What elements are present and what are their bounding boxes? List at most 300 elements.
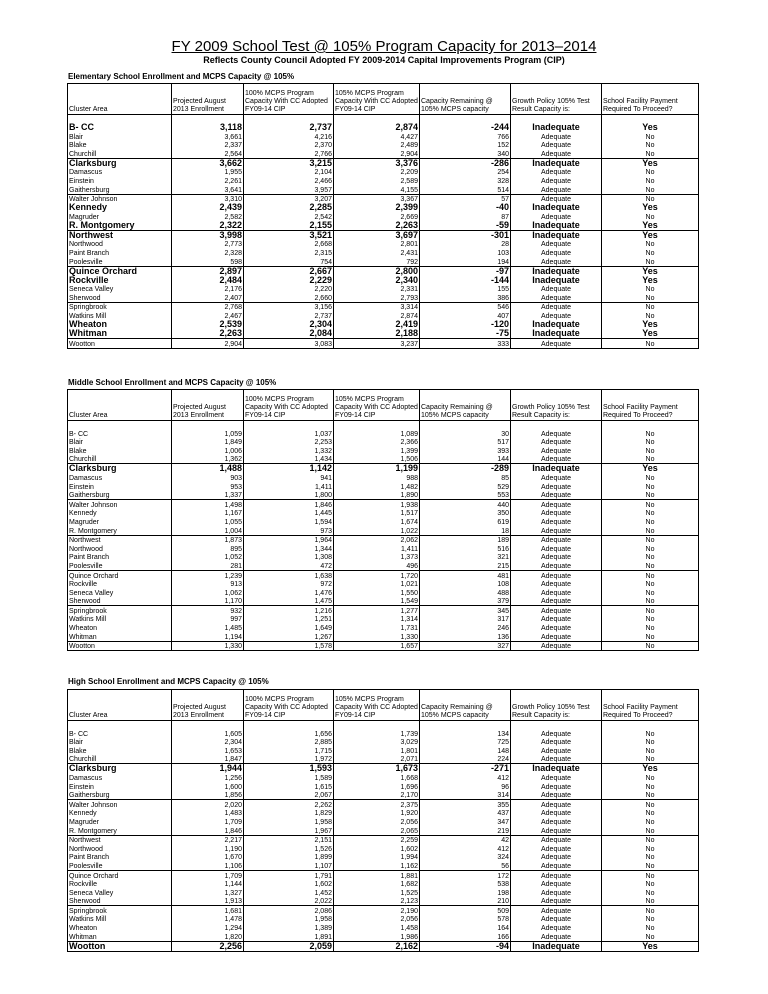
cell-cap100: 2,229	[244, 276, 334, 285]
cell-cap105: 1,920	[334, 809, 420, 818]
header-row	[68, 390, 699, 421]
cell-cap105: 2,669	[334, 212, 420, 221]
table-row	[68, 729, 699, 738]
cell-growth: Adequate	[511, 194, 602, 203]
cell-cap105: 1,089	[334, 429, 420, 438]
table-row	[68, 500, 699, 509]
table-row	[68, 285, 699, 294]
cell-cap100: 2,059	[244, 941, 334, 951]
cell-cap105: 2,162	[334, 941, 420, 951]
cell-cap100: 3,957	[244, 185, 334, 194]
cell-cap100: 1,452	[244, 888, 334, 897]
cell-cluster: Springbrook	[68, 606, 172, 615]
cell-enroll: 2,539	[172, 320, 244, 329]
cell-remain: 766	[420, 132, 511, 141]
cell-enroll: 3,641	[172, 185, 244, 194]
table-row	[68, 844, 699, 853]
cell-remain: 619	[420, 517, 511, 526]
cell-cap105: 792	[334, 257, 420, 266]
cell-payment: No	[602, 800, 699, 809]
header-cluster: Cluster Area	[68, 84, 172, 115]
table-row	[68, 509, 699, 518]
table-row	[68, 941, 699, 951]
cell-remain: 529	[420, 482, 511, 491]
cell-payment: No	[602, 641, 699, 651]
cell-cap105: 2,188	[334, 329, 420, 339]
cell-cap100: 1,445	[244, 509, 334, 518]
cell-cluster: R. Montgomery	[68, 826, 172, 835]
table-row	[68, 185, 699, 194]
cell-cap105: 2,793	[334, 293, 420, 302]
cell-growth: Adequate	[511, 844, 602, 853]
cell-cap105: 2,589	[334, 176, 420, 185]
table-row	[68, 338, 699, 348]
cell-enroll: 281	[172, 561, 244, 570]
cell-growth: Inadequate	[511, 230, 602, 240]
cell-cluster: Northwood	[68, 844, 172, 853]
cell-cluster: Wheaton	[68, 923, 172, 932]
cell-payment: No	[602, 149, 699, 158]
high-table	[67, 689, 699, 952]
table-row	[68, 800, 699, 809]
table-row	[68, 923, 699, 932]
cell-cap105: 1,458	[334, 923, 420, 932]
cell-enroll: 1,820	[172, 932, 244, 941]
cell-enroll: 1,327	[172, 888, 244, 897]
table-row	[68, 623, 699, 632]
cell-remain: 164	[420, 923, 511, 932]
cell-remain: 42	[420, 835, 511, 844]
cell-cap105: 1,674	[334, 517, 420, 526]
cell-enroll: 2,304	[172, 738, 244, 747]
cell-growth: Adequate	[511, 606, 602, 615]
cell-payment: No	[602, 915, 699, 924]
cell-payment: No	[602, 782, 699, 791]
table-row	[68, 764, 699, 774]
cell-enroll: 2,256	[172, 941, 244, 951]
cell-cap105: 2,489	[334, 141, 420, 150]
cell-cap100: 2,466	[244, 176, 334, 185]
cell-remain: -94	[420, 941, 511, 951]
cell-enroll: 1,170	[172, 597, 244, 606]
cell-enroll: 2,322	[172, 221, 244, 231]
cell-remain: 725	[420, 738, 511, 747]
cell-cap105: 2,263	[334, 221, 420, 231]
table-row	[68, 329, 699, 339]
cell-remain: 412	[420, 773, 511, 782]
cell-growth: Adequate	[511, 473, 602, 482]
cell-cap105: 1,731	[334, 623, 420, 632]
cell-cap105: 3,237	[334, 338, 420, 348]
cell-cap105: 1,021	[334, 580, 420, 589]
cell-remain: 333	[420, 338, 511, 348]
table-row	[68, 168, 699, 177]
cell-cap105: 2,340	[334, 276, 420, 285]
cell-cap100: 941	[244, 473, 334, 482]
header-cap105: 105% MCPS Program Capacity With CC Adopted FY09-14 CIP	[334, 84, 420, 115]
cell-payment: No	[602, 597, 699, 606]
cell-payment: No	[602, 438, 699, 447]
cell-enroll: 1,006	[172, 446, 244, 455]
cell-payment: No	[602, 132, 699, 141]
cell-enroll: 1,167	[172, 509, 244, 518]
cell-payment: No	[602, 455, 699, 464]
cell-cap105: 2,366	[334, 438, 420, 447]
table-row	[68, 123, 699, 132]
cell-cluster: Einstein	[68, 782, 172, 791]
cell-cluster: Watkins Mill	[68, 915, 172, 924]
cell-remain: -59	[420, 221, 511, 231]
cell-enroll: 903	[172, 473, 244, 482]
cell-cap100: 2,086	[244, 906, 334, 915]
cell-cap100: 1,389	[244, 923, 334, 932]
cell-growth: Adequate	[511, 141, 602, 150]
cell-remain: 437	[420, 809, 511, 818]
cell-enroll: 3,998	[172, 230, 244, 240]
cell-cluster: Sherwood	[68, 293, 172, 302]
cell-growth: Adequate	[511, 580, 602, 589]
cell-growth: Adequate	[511, 861, 602, 870]
cell-remain: 219	[420, 826, 511, 835]
table-row	[68, 880, 699, 889]
cell-cluster: Whitman	[68, 932, 172, 941]
cell-enroll: 598	[172, 257, 244, 266]
cell-cap100: 2,155	[244, 221, 334, 231]
cell-payment: No	[602, 212, 699, 221]
cell-payment: Yes	[602, 123, 699, 132]
header-row	[68, 690, 699, 721]
cell-cluster: Sherwood	[68, 597, 172, 606]
cell-growth: Adequate	[511, 870, 602, 879]
cell-cap105: 1,399	[334, 446, 420, 455]
cell-payment: Yes	[602, 266, 699, 276]
cell-cap105: 1,550	[334, 588, 420, 597]
cell-remain: 57	[420, 194, 511, 203]
cell-cap100: 2,885	[244, 738, 334, 747]
table-row	[68, 248, 699, 257]
cell-cluster: Damascus	[68, 168, 172, 177]
table-row	[68, 535, 699, 544]
table-row	[68, 212, 699, 221]
cell-growth: Adequate	[511, 132, 602, 141]
cell-remain: 108	[420, 580, 511, 589]
header-enroll: Projected August 2013 Enrollment	[172, 390, 244, 421]
cell-remain: 347	[420, 817, 511, 826]
cell-enroll: 1,847	[172, 755, 244, 764]
cell-cluster: Churchill	[68, 755, 172, 764]
cell-cluster: Whitman	[68, 632, 172, 641]
cell-payment: No	[602, 588, 699, 597]
cell-growth: Adequate	[511, 302, 602, 311]
cell-cluster: Watkins Mill	[68, 311, 172, 320]
cell-enroll: 2,337	[172, 141, 244, 150]
page-subtitle: Reflects County Council Adopted FY 2009-2014 Capital Improvements Program (CIP)	[203, 55, 565, 65]
header-growth: Growth Policy 105% Test Result Capacity is:	[511, 84, 602, 115]
cell-growth: Adequate	[511, 880, 602, 889]
cell-cluster: B- CC	[68, 429, 172, 438]
cell-cap100: 2,151	[244, 835, 334, 844]
cell-growth: Adequate	[511, 615, 602, 624]
header-cap100: 100% MCPS Program Capacity With CC Adopted FY09-14 CIP	[244, 390, 334, 421]
cell-growth: Adequate	[511, 509, 602, 518]
cell-cap105: 1,673	[334, 764, 420, 774]
cell-cap100: 1,107	[244, 861, 334, 870]
table-row	[68, 230, 699, 240]
cell-cap100: 3,156	[244, 302, 334, 311]
cell-growth: Adequate	[511, 491, 602, 500]
cell-cluster: Gaithersburg	[68, 491, 172, 500]
cell-remain: 85	[420, 473, 511, 482]
cell-payment: No	[602, 861, 699, 870]
cell-cluster: Einstein	[68, 482, 172, 491]
cell-enroll: 2,564	[172, 149, 244, 158]
cell-enroll: 1,653	[172, 746, 244, 755]
cell-cap100: 1,958	[244, 817, 334, 826]
cell-growth: Adequate	[511, 755, 602, 764]
table-row	[68, 302, 699, 311]
cell-growth: Adequate	[511, 429, 602, 438]
cell-remain: 546	[420, 302, 511, 311]
cell-growth: Adequate	[511, 915, 602, 924]
cell-growth: Inadequate	[511, 221, 602, 231]
cell-cluster: Blair	[68, 132, 172, 141]
cell-payment: No	[602, 632, 699, 641]
cell-remain: 314	[420, 791, 511, 800]
header-remain: Capacity Remaining @ 105% MCPS capacity	[420, 690, 511, 721]
cell-payment: Yes	[602, 221, 699, 231]
cell-remain: 254	[420, 168, 511, 177]
cell-cap100: 1,649	[244, 623, 334, 632]
cell-cap105: 2,209	[334, 168, 420, 177]
cell-cap105: 2,399	[334, 203, 420, 212]
cell-cap105: 1,890	[334, 491, 420, 500]
cell-cap100: 1,578	[244, 641, 334, 651]
cell-cap100: 1,656	[244, 729, 334, 738]
cell-enroll: 953	[172, 482, 244, 491]
table-row	[68, 240, 699, 249]
cell-cap100: 1,829	[244, 809, 334, 818]
cell-cap105: 1,801	[334, 746, 420, 755]
cell-cap100: 2,668	[244, 240, 334, 249]
cell-growth: Adequate	[511, 729, 602, 738]
cell-cluster: Magruder	[68, 212, 172, 221]
cell-enroll: 2,467	[172, 311, 244, 320]
cell-enroll: 2,328	[172, 248, 244, 257]
cell-cluster: Clarksburg	[68, 158, 172, 168]
table-row	[68, 570, 699, 579]
cell-cluster: Poolesville	[68, 861, 172, 870]
cell-enroll: 1,144	[172, 880, 244, 889]
cell-cluster: Gaithersburg	[68, 791, 172, 800]
cell-remain: 440	[420, 500, 511, 509]
cell-remain: 321	[420, 553, 511, 562]
cell-remain: 317	[420, 615, 511, 624]
cell-cap105: 2,904	[334, 149, 420, 158]
cell-cap105: 1,986	[334, 932, 420, 941]
middle-table	[67, 389, 699, 651]
cell-payment: No	[602, 526, 699, 535]
cell-payment: No	[602, 473, 699, 482]
cell-cap100: 2,660	[244, 293, 334, 302]
table-row	[68, 782, 699, 791]
cell-remain: 103	[420, 248, 511, 257]
cell-cap100: 1,615	[244, 782, 334, 791]
header-payment: School Facility Payment Required To Proceed?	[602, 84, 699, 115]
cell-growth: Inadequate	[511, 464, 602, 474]
cell-remain: 509	[420, 906, 511, 915]
cell-remain: 18	[420, 526, 511, 535]
cell-cluster: Blake	[68, 446, 172, 455]
cell-remain: 553	[420, 491, 511, 500]
cell-payment: No	[602, 500, 699, 509]
cell-growth: Adequate	[511, 809, 602, 818]
header-cluster: Cluster Area	[68, 690, 172, 721]
cell-remain: 96	[420, 782, 511, 791]
cell-growth: Inadequate	[511, 764, 602, 774]
cell-cap100: 2,253	[244, 438, 334, 447]
cell-cap100: 1,846	[244, 500, 334, 509]
cell-cap105: 2,375	[334, 800, 420, 809]
cell-payment: No	[602, 615, 699, 624]
header-payment: School Facility Payment Required To Proceed?	[602, 390, 699, 421]
cell-remain: 172	[420, 870, 511, 879]
cell-cap100: 4,216	[244, 132, 334, 141]
cell-cap100: 2,104	[244, 168, 334, 177]
cell-remain: 189	[420, 535, 511, 544]
cell-remain: -40	[420, 203, 511, 212]
cell-enroll: 2,263	[172, 329, 244, 339]
cell-cluster: Walter Johnson	[68, 500, 172, 509]
cell-cap100: 2,304	[244, 320, 334, 329]
cell-growth: Adequate	[511, 176, 602, 185]
cell-cluster: Seneca Valley	[68, 888, 172, 897]
cell-payment: No	[602, 844, 699, 853]
cell-cap105: 1,720	[334, 570, 420, 579]
cell-growth: Adequate	[511, 149, 602, 158]
cell-growth: Adequate	[511, 257, 602, 266]
cell-cap100: 3,521	[244, 230, 334, 240]
cell-enroll: 2,439	[172, 203, 244, 212]
cell-remain: 340	[420, 149, 511, 158]
cell-growth: Adequate	[511, 826, 602, 835]
cell-cap105: 2,800	[334, 266, 420, 276]
table-row	[68, 158, 699, 168]
cell-payment: No	[602, 176, 699, 185]
table-row	[68, 276, 699, 285]
cell-enroll: 3,661	[172, 132, 244, 141]
cell-remain: 488	[420, 588, 511, 597]
header-remain: Capacity Remaining @ 105% MCPS capacity	[420, 84, 511, 115]
cell-remain: 224	[420, 755, 511, 764]
header-cap105: 105% MCPS Program Capacity With CC Adopted FY09-14 CIP	[334, 390, 420, 421]
cell-cap100: 2,737	[244, 311, 334, 320]
cell-cluster: Springbrook	[68, 302, 172, 311]
cell-enroll: 1,362	[172, 455, 244, 464]
cell-cluster: B- CC	[68, 123, 172, 132]
cell-growth: Adequate	[511, 293, 602, 302]
table-row	[68, 888, 699, 897]
table-row	[68, 526, 699, 535]
cell-remain: 166	[420, 932, 511, 941]
cell-growth: Adequate	[511, 888, 602, 897]
cell-enroll: 1,856	[172, 791, 244, 800]
cell-cap100: 1,037	[244, 429, 334, 438]
header-cap105: 105% MCPS Program Capacity With CC Adopted FY09-14 CIP	[334, 690, 420, 721]
cell-cluster: Watkins Mill	[68, 615, 172, 624]
cell-cap105: 2,056	[334, 915, 420, 924]
cell-growth: Adequate	[511, 853, 602, 862]
cell-enroll: 1,709	[172, 817, 244, 826]
cell-remain: 246	[420, 623, 511, 632]
header-payment: School Facility Payment Required To Proceed?	[602, 690, 699, 721]
cell-cap100: 1,593	[244, 764, 334, 774]
table-row	[68, 870, 699, 879]
cell-enroll: 1,239	[172, 570, 244, 579]
cell-enroll: 1,485	[172, 623, 244, 632]
table-row	[68, 553, 699, 562]
cell-growth: Adequate	[511, 597, 602, 606]
cell-cluster: Seneca Valley	[68, 285, 172, 294]
cell-cap100: 2,220	[244, 285, 334, 294]
cell-cap105: 1,162	[334, 861, 420, 870]
cell-enroll: 1,483	[172, 809, 244, 818]
cell-cluster: Wootton	[68, 641, 172, 651]
cell-cap105: 1,696	[334, 782, 420, 791]
cell-remain: 379	[420, 597, 511, 606]
cell-payment: No	[602, 429, 699, 438]
cell-cap100: 2,370	[244, 141, 334, 150]
cell-cluster: Northwest	[68, 835, 172, 844]
cell-cluster: Wheaton	[68, 623, 172, 632]
cell-growth: Adequate	[511, 632, 602, 641]
elementary-table	[67, 83, 699, 349]
cell-payment: Yes	[602, 320, 699, 329]
cell-payment: No	[602, 311, 699, 320]
table-row	[68, 632, 699, 641]
cell-enroll: 1,004	[172, 526, 244, 535]
cell-cap100: 1,475	[244, 597, 334, 606]
cell-payment: No	[602, 248, 699, 257]
cell-payment: No	[602, 293, 699, 302]
cell-growth: Adequate	[511, 240, 602, 249]
cell-payment: No	[602, 835, 699, 844]
cell-payment: Yes	[602, 464, 699, 474]
cell-cap105: 4,155	[334, 185, 420, 194]
cell-enroll: 1,849	[172, 438, 244, 447]
cell-payment: No	[602, 580, 699, 589]
table-row	[68, 597, 699, 606]
cell-growth: Adequate	[511, 561, 602, 570]
cell-payment: Yes	[602, 230, 699, 240]
cell-remain: 194	[420, 257, 511, 266]
cell-cap105: 1,277	[334, 606, 420, 615]
cell-enroll: 2,217	[172, 835, 244, 844]
cell-remain: 350	[420, 509, 511, 518]
cell-payment: No	[602, 755, 699, 764]
header-cap100: 100% MCPS Program Capacity With CC Adopted FY09-14 CIP	[244, 84, 334, 115]
cell-payment: Yes	[602, 276, 699, 285]
cell-payment: No	[602, 482, 699, 491]
cell-growth: Adequate	[511, 906, 602, 915]
cell-enroll: 2,176	[172, 285, 244, 294]
cell-cap100: 1,958	[244, 915, 334, 924]
cell-cap100: 1,602	[244, 880, 334, 889]
cell-cap100: 1,267	[244, 632, 334, 641]
cell-enroll: 1,478	[172, 915, 244, 924]
table-row	[68, 257, 699, 266]
cell-remain: 578	[420, 915, 511, 924]
cell-remain: 215	[420, 561, 511, 570]
